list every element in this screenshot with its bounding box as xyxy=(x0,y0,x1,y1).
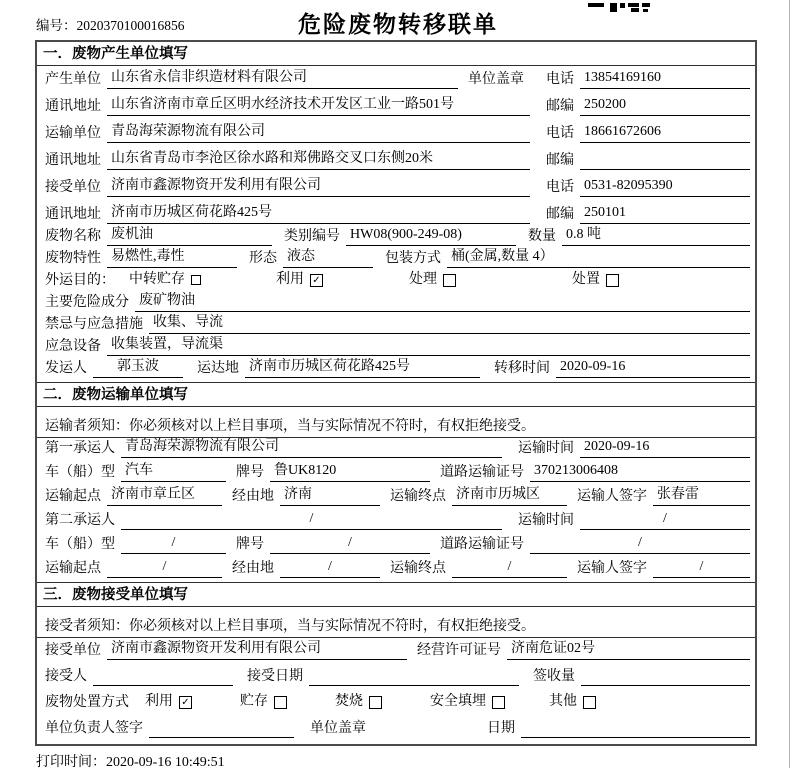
plate2-label: 牌号 xyxy=(236,537,264,552)
disposal-method-label: 废物处置方式 xyxy=(45,695,129,710)
route2-end-value: / xyxy=(452,558,567,578)
disposal-option-store xyxy=(240,692,287,712)
transporter-address-row xyxy=(37,147,755,174)
transporter-notice: 运输者须知：你必须核对以上栏目事项，当与实际情况不符时，有权拒绝接受。 xyxy=(37,407,755,438)
route2-start-label: 运输起点 xyxy=(45,561,101,576)
producer-unit-row xyxy=(37,66,755,93)
producer-unit-label: 产生单位 xyxy=(45,72,101,87)
disposal-method-row xyxy=(37,690,755,716)
qr-code-fragment-icon xyxy=(588,0,650,18)
dispatch-row xyxy=(37,360,755,382)
section3-heading: 三．废物接受单位填写 xyxy=(37,582,755,607)
road-license1-label: 道路运输证号 xyxy=(440,465,524,480)
second-carrier-label: 第二承运人 xyxy=(45,513,115,528)
purpose-storage-checkbox xyxy=(191,275,201,285)
waste-name-value: 废机油 xyxy=(107,226,272,246)
first-carrier-label: 第一承运人 xyxy=(45,441,115,456)
purpose-storage-label: 中转贮存 xyxy=(129,272,185,287)
vehicle-type1-label: 车（船）型 xyxy=(45,465,115,480)
purpose-option-utilize xyxy=(276,270,323,290)
purpose-option-dispose xyxy=(572,270,619,290)
transporter-phone-value: 18661672606 xyxy=(580,123,750,143)
business-license-label: 经营许可证号 xyxy=(417,643,501,658)
emergency-measures-value: 收集、导流 xyxy=(149,314,750,334)
road-license1-value: 370213006408 xyxy=(530,462,750,482)
accept-date-label: 接受日期 xyxy=(247,669,303,684)
vehicle-type2-value: / xyxy=(121,534,226,554)
receiver-address-row xyxy=(37,201,755,228)
waste-name-label: 废物名称 xyxy=(45,229,101,244)
road-license2-value: / xyxy=(530,534,750,554)
route1-start-label: 运输起点 xyxy=(45,489,101,504)
transport-time1-label: 运输时间 xyxy=(518,441,574,456)
vehicle-type1-value: 汽车 xyxy=(121,462,226,482)
accepting-unit-row xyxy=(37,638,755,664)
waste-code-value: HW08(900-249-08) xyxy=(346,226,516,246)
waste-name-row xyxy=(37,228,755,250)
responsible-signature-value xyxy=(149,718,294,738)
disposal-utilize-label: 利用 xyxy=(145,694,173,709)
receiver-unit-label: 接受单位 xyxy=(45,180,101,195)
purpose-option-treat xyxy=(409,270,456,290)
producer-address-row xyxy=(37,93,755,120)
first-carrier-row xyxy=(37,438,755,462)
route2-end-label: 运输终点 xyxy=(390,561,446,576)
transport-time2-value: / xyxy=(580,510,750,530)
emergency-equipment-label: 应急设备 xyxy=(45,339,101,354)
accept-date-value xyxy=(309,666,519,686)
seal-space xyxy=(372,718,487,738)
serial-label: 编号： xyxy=(36,18,77,33)
emergency-measures-row xyxy=(37,316,755,338)
unit-seal3-label: 单位盖章 xyxy=(310,721,366,736)
emergency-equipment-value: 收集装置，导流渠 xyxy=(107,336,750,356)
disposal-store-checkbox xyxy=(274,696,287,709)
disposal-utilize-checkbox: ✓ xyxy=(179,696,192,709)
disposal-option-incinerate xyxy=(335,692,382,712)
transporter-unit-value: 青岛海荣源物流有限公司 xyxy=(107,123,530,143)
transfer-time-value: 2020-09-16 xyxy=(556,358,750,378)
receiver-address-value: 济南市历城区荷花路425号 xyxy=(107,204,530,224)
acceptor-row xyxy=(37,664,755,690)
unit-seal-label: 单位盖章 xyxy=(468,72,524,87)
waste-code-label: 类别编号 xyxy=(284,229,340,244)
plate1-value: 鲁UK8120 xyxy=(270,462,430,482)
manifest-table xyxy=(35,40,757,746)
plate2-value: / xyxy=(270,534,430,554)
receiver-notice: 接受者须知：你必须核对以上栏目事项，当与实际情况不符时，有权拒绝接受。 xyxy=(37,607,755,638)
receiver-unit-row xyxy=(37,174,755,201)
disposal-other-label: 其他 xyxy=(549,694,577,709)
accepting-unit-value: 济南市鑫源物资开发利用有限公司 xyxy=(107,640,407,660)
disposal-other-checkbox xyxy=(583,696,596,709)
route1-start-value: 济南市章丘区 xyxy=(107,486,222,506)
route2-via-value: / xyxy=(280,558,380,578)
serial-number-line xyxy=(36,14,185,34)
transporter-unit-label: 运输单位 xyxy=(45,126,101,141)
disposal-landfill-label: 安全填埋 xyxy=(430,694,486,709)
disposal-option-landfill xyxy=(430,692,505,712)
acceptor-value xyxy=(93,666,233,686)
route1-via-label: 经由地 xyxy=(232,489,274,504)
purpose-dispose-label: 处置 xyxy=(572,272,600,287)
transfer-purpose-row xyxy=(37,272,755,294)
transport-time1-value: 2020-09-16 xyxy=(580,438,750,458)
producer-zip-value: 250200 xyxy=(580,96,750,116)
hazard-component-row xyxy=(37,294,755,316)
second-carrier-value: / xyxy=(121,510,502,530)
purpose-utilize-checkbox: ✓ xyxy=(310,274,323,287)
producer-phone-value: 13854169160 xyxy=(580,69,750,89)
purpose-treat-label: 处理 xyxy=(409,272,437,287)
transporter-phone-label: 电话 xyxy=(546,126,574,141)
purpose-option-storage xyxy=(129,270,201,290)
receiver-phone-value: 0531-82095390 xyxy=(580,177,750,197)
route2-via-label: 经由地 xyxy=(232,561,274,576)
receiver-unit-value: 济南市鑫源物资开发利用有限公司 xyxy=(107,177,530,197)
section1-heading: 一．废物产生单位填写 xyxy=(37,42,755,66)
producer-zip-label: 邮编 xyxy=(546,99,574,114)
hazard-component-label: 主要危险成分 xyxy=(45,295,129,310)
route2-signer-label: 运输人签字 xyxy=(577,561,647,576)
transporter-address-label: 通讯地址 xyxy=(45,153,101,168)
page-title: 危险废物转移联单 xyxy=(298,11,498,37)
disposal-store-label: 贮存 xyxy=(240,694,268,709)
route1-end-label: 运输终点 xyxy=(390,489,446,504)
purpose-dispose-checkbox xyxy=(606,274,619,287)
purpose-utilize-label: 利用 xyxy=(276,272,304,287)
received-qty-value xyxy=(581,666,750,686)
emergency-measures-label: 禁忌与应急措施 xyxy=(45,317,143,332)
acceptor-label: 接受人 xyxy=(45,669,87,684)
waste-property-label: 废物特性 xyxy=(45,251,101,266)
packing-method-value: 桶(金属,数量 4） xyxy=(447,248,750,268)
producer-address-value: 山东省济南市章丘区明水经济技术开发区工业一路501号 xyxy=(107,96,530,116)
second-carrier-row xyxy=(37,510,755,534)
hazard-component-value: 废矿物油 xyxy=(135,292,750,312)
print-time-value: 2020-09-16 10:49:51 xyxy=(106,755,225,768)
waste-form-label: 形态 xyxy=(249,251,277,266)
producer-address-label: 通讯地址 xyxy=(45,99,101,114)
responsible-signature-label: 单位负责人签字 xyxy=(45,721,143,736)
waste-property-value: 易燃性,毒性 xyxy=(107,248,237,268)
transporter-address-value: 山东省青岛市李沧区徐水路和郑佛路交叉口东侧20米 xyxy=(107,150,530,170)
transporter-unit-row xyxy=(37,120,755,147)
page-edge-line xyxy=(789,0,790,768)
waste-form-value: 液态 xyxy=(283,248,373,268)
disposal-landfill-checkbox xyxy=(492,696,505,709)
receiver-zip-label: 邮编 xyxy=(546,207,574,222)
route1-signer-value: 张春雷 xyxy=(653,486,750,506)
producer-phone-label: 电话 xyxy=(546,72,574,87)
accepting-unit-label: 接受单位 xyxy=(45,643,101,658)
packing-method-label: 包装方式 xyxy=(385,251,441,266)
plate1-label: 牌号 xyxy=(236,465,264,480)
transfer-purpose-label: 外运目的： xyxy=(45,273,115,288)
disposal-incinerate-label: 焚烧 xyxy=(335,694,363,709)
waste-qty-label: 数量 xyxy=(528,229,556,244)
business-license-value: 济南危证02号 xyxy=(507,640,750,660)
disposal-incinerate-checkbox xyxy=(369,696,382,709)
print-time-line xyxy=(36,751,225,768)
transfer-time-label: 转移时间 xyxy=(494,361,550,376)
sign-date-value xyxy=(521,718,750,738)
dispatcher-value: 郭玉波 xyxy=(93,358,183,378)
disposal-option-other xyxy=(549,692,596,712)
emergency-equipment-row xyxy=(37,338,755,360)
destination-label: 运达地 xyxy=(197,361,239,376)
route1-end-value: 济南市历城区 xyxy=(452,486,567,506)
transport-time2-label: 运输时间 xyxy=(518,513,574,528)
producer-unit-value: 山东省永信非织造材料有限公司 xyxy=(107,69,458,89)
received-qty-label: 签收量 xyxy=(533,669,575,684)
destination-value: 济南市历城区荷花路425号 xyxy=(245,358,480,378)
purpose-treat-checkbox xyxy=(443,274,456,287)
road-license2-label: 道路运输证号 xyxy=(440,537,524,552)
document-header xyxy=(0,0,796,40)
route1-via-value: 济南 xyxy=(280,486,380,506)
vehicle1-row xyxy=(37,462,755,486)
disposal-option-utilize xyxy=(145,692,192,712)
serial-number: 2020370100016856 xyxy=(76,18,185,33)
responsible-signature-row xyxy=(37,716,755,742)
section2-heading: 二．废物运输单位填写 xyxy=(37,382,755,407)
vehicle2-row xyxy=(37,534,755,558)
receiver-phone-label: 电话 xyxy=(546,180,574,195)
vehicle-type2-label: 车（船）型 xyxy=(45,537,115,552)
route1-row xyxy=(37,486,755,510)
sign-date-label: 日期 xyxy=(487,721,515,736)
receiver-zip-value: 250101 xyxy=(580,204,750,224)
waste-property-row xyxy=(37,250,755,272)
waste-qty-value: 0.8 吨 xyxy=(562,226,750,246)
print-time-label: 打印时间： xyxy=(36,755,106,768)
route2-signer-value: / xyxy=(653,558,750,578)
route2-start-value: / xyxy=(107,558,222,578)
first-carrier-value: 青岛海荣源物流有限公司 xyxy=(121,438,502,458)
receiver-address-label: 通讯地址 xyxy=(45,207,101,222)
transporter-zip-label: 邮编 xyxy=(546,153,574,168)
route1-signer-label: 运输人签字 xyxy=(577,489,647,504)
dispatcher-label: 发运人 xyxy=(45,361,87,376)
transporter-zip-value xyxy=(580,150,750,170)
route2-row xyxy=(37,558,755,582)
